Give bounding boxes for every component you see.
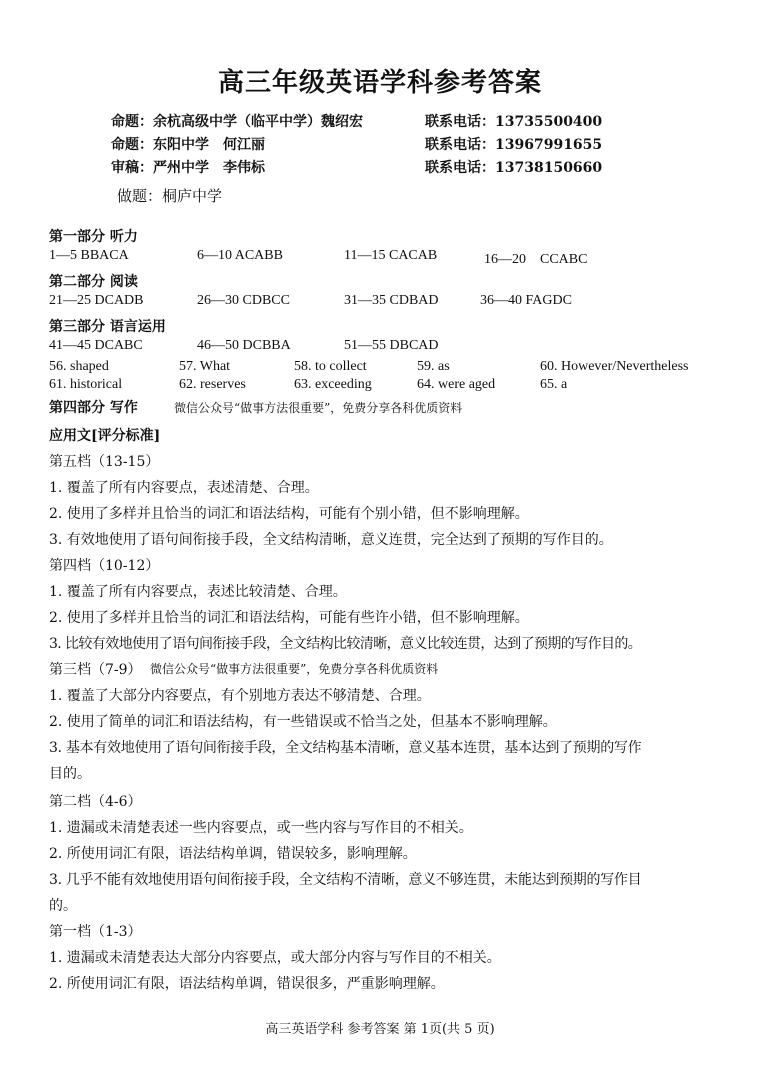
tier3-item-1: 1. 覆盖了大部分内容要点，有个别地方表达不够清楚、合理。 [49, 688, 431, 704]
part1-answer-1: 1—5 BBACA [49, 248, 129, 263]
fill-answer-63: 63. exceeding [294, 377, 372, 392]
author-line-2: 命题：东阳中学 何江丽 [111, 137, 265, 153]
part3-answer-2: 46—50 DCBBA [197, 338, 291, 353]
tier3-heading: 第三档（7-9） [49, 662, 142, 678]
tier5-item-1: 1. 覆盖了所有内容要点，表述清楚、合理。 [49, 480, 319, 496]
fill-answer-65: 65. a [540, 377, 568, 392]
tier3-item-3: 3. 基本有效地使用了语句间衔接手段，全文结构基本清晰，意义基本连贯，基本达到了预期的写作 [49, 740, 642, 756]
part2-answer-3: 31—35 CDBAD [344, 293, 439, 308]
fill-answer-59: 59. as [417, 359, 450, 374]
tier5-item-2: 2. 使用了多样并且恰当的词汇和语法结构，可能有个别小错，但不影响理解。 [49, 506, 529, 522]
tier2-item-2: 2. 所使用词汇有限，语法结构单调，错误较多，影响理解。 [49, 846, 417, 862]
author-line-1: 命题：余杭高级中学（临平中学）魏绍宏 [111, 114, 363, 130]
contact-line-1: 联系电话：13735500400 [425, 114, 603, 130]
page-title: 高三年级英语学科参考答案 [217, 68, 542, 98]
tier4-heading: 第四档（10-12） [49, 558, 160, 574]
reviewer-line: 审稿：严州中学 李伟标 [111, 160, 265, 176]
part2-answer-4: 36—40 FAGDC [480, 293, 572, 308]
part3-answer-3: 51—55 DBCAD [344, 338, 439, 353]
part4-heading: 第四部分 写作 [49, 400, 138, 416]
tier4-item-3: 3. 比较有效地使用了语句间衔接手段，全文结构比较清晰，意义比较连贯，达到了预期的写作目的。 [49, 636, 642, 652]
page-footer: 高三英语学科 参考答案 第 1页(共 5 页) [265, 1022, 495, 1037]
part3-answer-1: 41—45 DCABC [49, 338, 143, 353]
contact-line-2: 联系电话：13967991655 [425, 137, 603, 153]
tier1-item-1: 1. 遗漏或未清楚表达大部分内容要点，或大部分内容与写作目的不相关。 [49, 950, 501, 966]
tier2-heading: 第二档（4-6） [49, 794, 142, 810]
tier1-heading: 第一档（1-3） [49, 924, 142, 940]
part1-answer-4: 16—20 CCABC [484, 252, 588, 267]
fill-answer-58: 58. to collect [294, 359, 367, 374]
tier4-item-1: 1. 覆盖了所有内容要点，表述比较清楚、合理。 [49, 584, 347, 600]
tier4-item-2: 2. 使用了多样并且恰当的词汇和语法结构，可能有些许小错，但不影响理解。 [49, 610, 529, 626]
tier3-item-2: 2. 使用了简单的词汇和语法结构，有一些错误或不恰当之处，但基本不影响理解。 [49, 714, 557, 730]
maker-line: 做题：桐庐中学 [117, 187, 223, 205]
fill-answer-61: 61. historical [49, 377, 123, 392]
tier1-item-2: 2. 所使用词汇有限，语法结构单调，错误很多，严重影响理解。 [49, 976, 445, 992]
writing-criteria-heading: 应用文[评分标准] [49, 428, 161, 444]
tier5-item-3: 3. 有效地使用了语句间衔接手段，全文结构清晰，意义连贯，完全达到了预期的写作目的。 [49, 532, 613, 548]
part4-note: 微信公众号“做事方法很重要”，免费分享各科优质资料 [174, 401, 463, 415]
part2-heading: 第二部分 阅读 [49, 274, 138, 290]
part3-heading: 第三部分 语言运用 [49, 319, 166, 335]
tier3-note: 微信公众号“做事方法很重要”，免费分享各科优质资料 [150, 662, 439, 676]
tier5-heading: 第五档（13-15） [49, 454, 160, 470]
part1-heading: 第一部分 听力 [49, 229, 138, 245]
fill-answer-60: 60. However/Nevertheless [540, 359, 689, 374]
fill-answer-56: 56. shaped [49, 359, 109, 374]
fill-answer-57: 57. What [179, 359, 231, 374]
contact-line-3: 联系电话：13738150660 [425, 160, 603, 176]
part1-answer-2: 6—10 ACABB [197, 248, 283, 263]
tier2-item-3: 3. 几乎不能有效地使用语句间衔接手段，全文结构不清晰，意义不够连贯，未能达到预期的写作目 [49, 872, 642, 888]
fill-answer-64: 64. were aged [417, 377, 496, 392]
tier2-item-3-cont: 的。 [49, 898, 77, 914]
part2-answer-2: 26—30 CDBCC [197, 293, 290, 308]
tier2-item-1: 1. 遗漏或未清楚表述一些内容要点，或一些内容与写作目的不相关。 [49, 820, 473, 836]
part2-answer-1: 21—25 DCADB [49, 293, 144, 308]
fill-answer-62: 62. reserves [179, 377, 246, 392]
tier3-item-3-cont: 目的。 [49, 766, 91, 782]
part1-answer-3: 11—15 CACAB [344, 248, 438, 263]
